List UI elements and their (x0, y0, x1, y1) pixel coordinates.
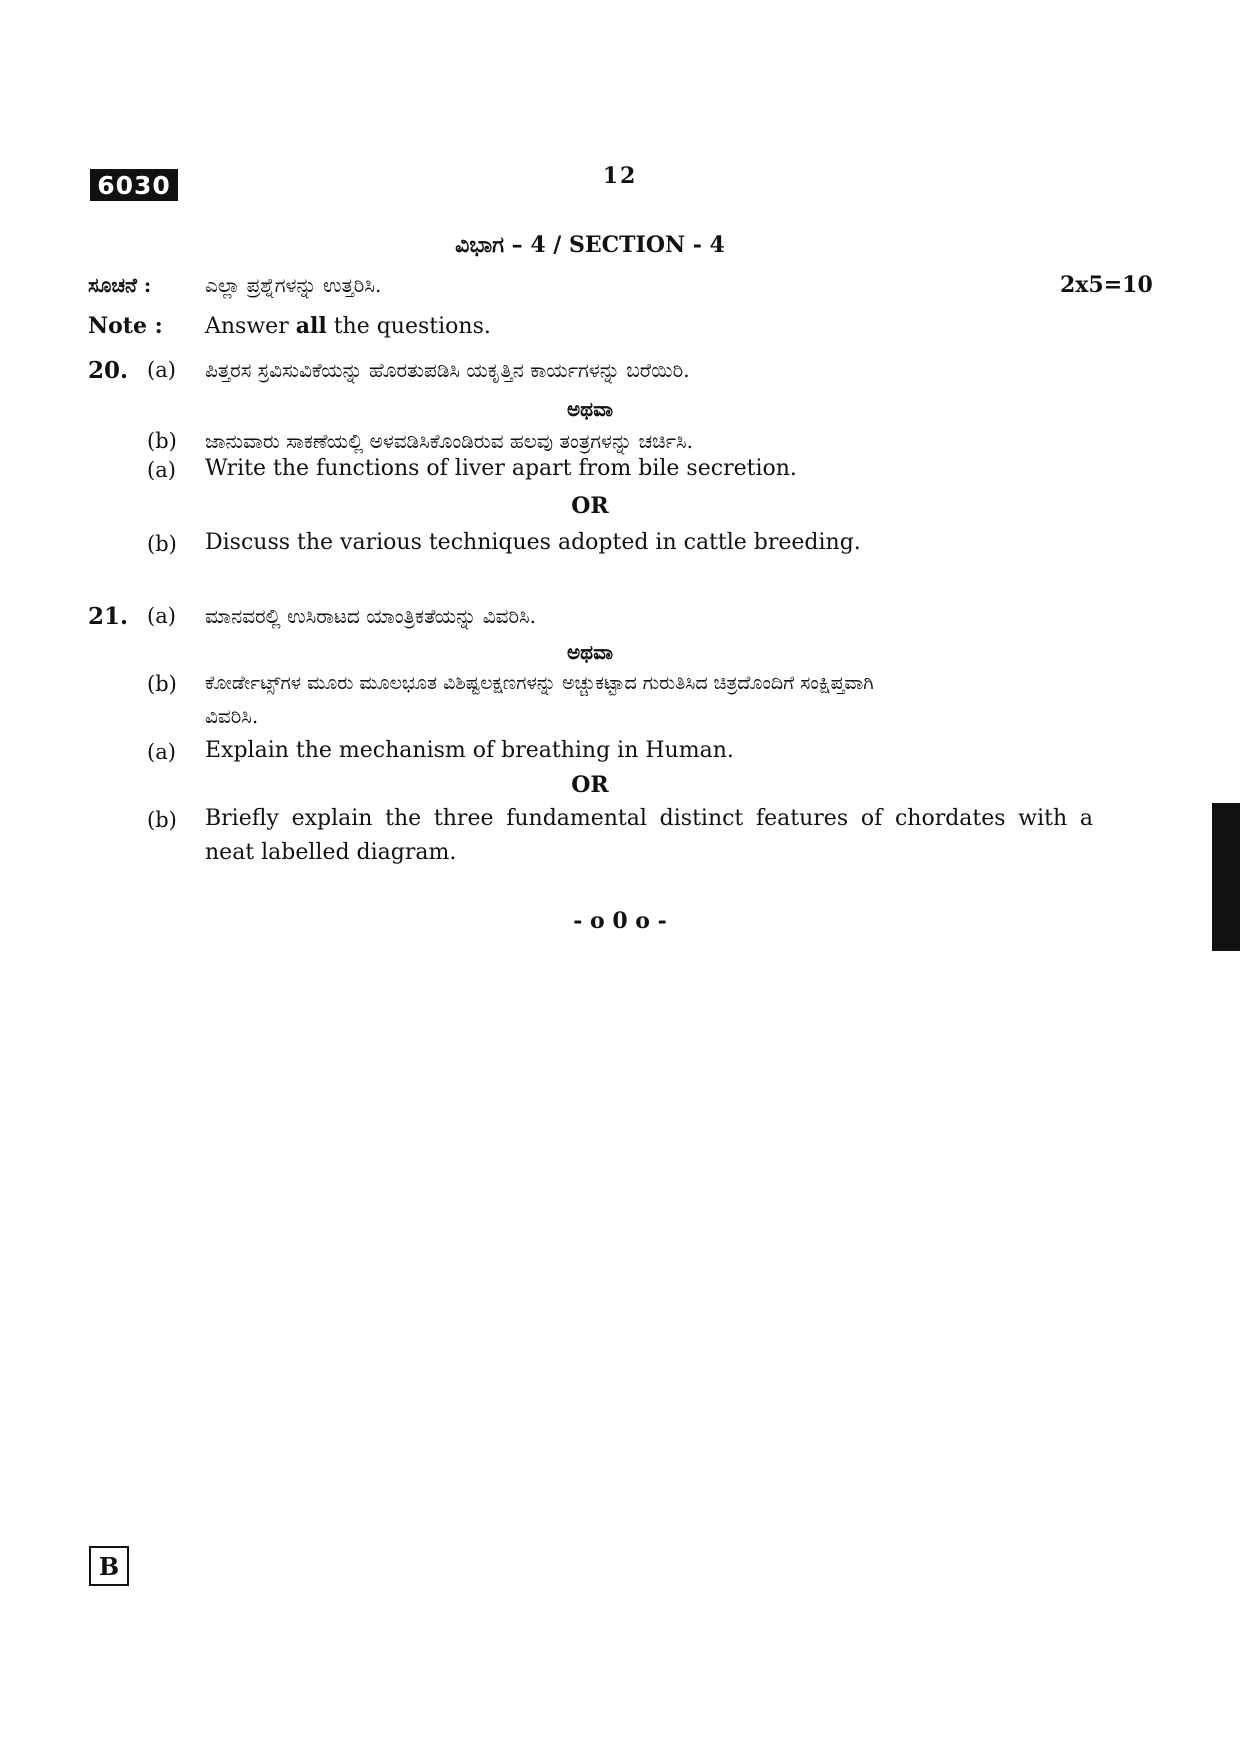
q21-kn-option-a: ಮಾನವರಲ್ಲಿ ಉಸಿರಾಟದ ಯಾಂತ್ರಿಕತೆಯನ್ನು ವಿವರಿಸಿ. (205, 604, 536, 628)
question-number: 20. (88, 357, 129, 384)
q20-kn-or: ಅಥವಾ (567, 397, 613, 421)
q20-en-or: OR (571, 493, 609, 519)
q21-en-option-a: Explain the mechanism of breathing in Human. (205, 738, 734, 763)
q21-en-or: OR (571, 772, 609, 798)
booklet-version-box: B (89, 1546, 129, 1586)
option-label-a: (a) (147, 604, 176, 628)
page-number: 12 (602, 163, 638, 189)
option-label-b: (b) (147, 808, 177, 832)
q21-en-option-b-line1: Briefly explain the three fundamental distinct features of chordates with a (205, 806, 1093, 831)
paper-code-badge: 6030 (90, 169, 178, 201)
option-label-b: (b) (147, 672, 177, 696)
instruction-en-label: Note : (88, 313, 163, 339)
q20-en-option-a: Write the functions of liver apart from bile secretion. (205, 456, 797, 481)
q21-kn-option-b-line2: ವಿವರಿಸಿ. (205, 704, 259, 728)
option-label-b: (b) (147, 532, 177, 556)
end-of-paper-mark: - o 0 o - (573, 908, 667, 934)
option-label-a: (a) (147, 740, 176, 764)
q21-en-option-b-line2: neat labelled diagram. (205, 840, 457, 865)
q20-kn-option-b: ಜಾನುವಾರು ಸಾಕಣೆಯಲ್ಲಿ ಅಳವಡಿಸಿಕೊಂಡಿರುವ ಹಲವು ತಂತ್ರಗಳನ್ನು ಚರ್ಚಿಸಿ. (205, 429, 693, 453)
question-number: 21. (88, 603, 129, 630)
option-label-a: (a) (147, 358, 176, 382)
instruction-en-text: Answer all the questions. (205, 313, 491, 339)
q21-kn-or: ಅಥವಾ (567, 640, 613, 664)
q20-en-option-b: Discuss the various techniques adopted in cattle breeding. (205, 530, 861, 555)
q20-kn-option-a: ಪಿತ್ತರಸ ಸ್ರವಿಸುವಿಕೆಯನ್ನು ಹೊರತುಪಡಿಸಿ ಯಕೃತ್ತಿನ ಕಾರ್ಯಗಳನ್ನು ಬರೆಯಿರಿ. (205, 358, 690, 382)
instruction-kn-text: ಎಲ್ಲಾ ಪ್ರಶ್ನೆಗಳನ್ನು ಉತ್ತರಿಸಿ. (205, 273, 382, 297)
instruction-kn-label: ಸೂಚನೆ : (88, 273, 152, 297)
q21-kn-option-b-line1: ಕೋರ್ಡೇಟ್ಸ್‌ಗಳ ಮೂರು ಮೂಲಭೂತ ವಿಶಿಷ್ಟಲಕ್ಷಣಗಳನ್ನು ಅಚ್ಚುಕಟ್ಟಾದ ಗುರುತಿಸಿದ ಚಿತ್ರದೊಂದಿಗೆ ಸಂಕ್ಷಿಪ್ತವಾಗಿ (205, 672, 874, 694)
option-label-b: (b) (147, 429, 177, 453)
page-edge-marker (1212, 803, 1240, 951)
option-label-a: (a) (147, 458, 176, 482)
marks-allocation: 2x5=10 (1060, 272, 1153, 298)
section-title: ವಿಭಾಗ – 4 / SECTION - 4 (455, 232, 725, 258)
